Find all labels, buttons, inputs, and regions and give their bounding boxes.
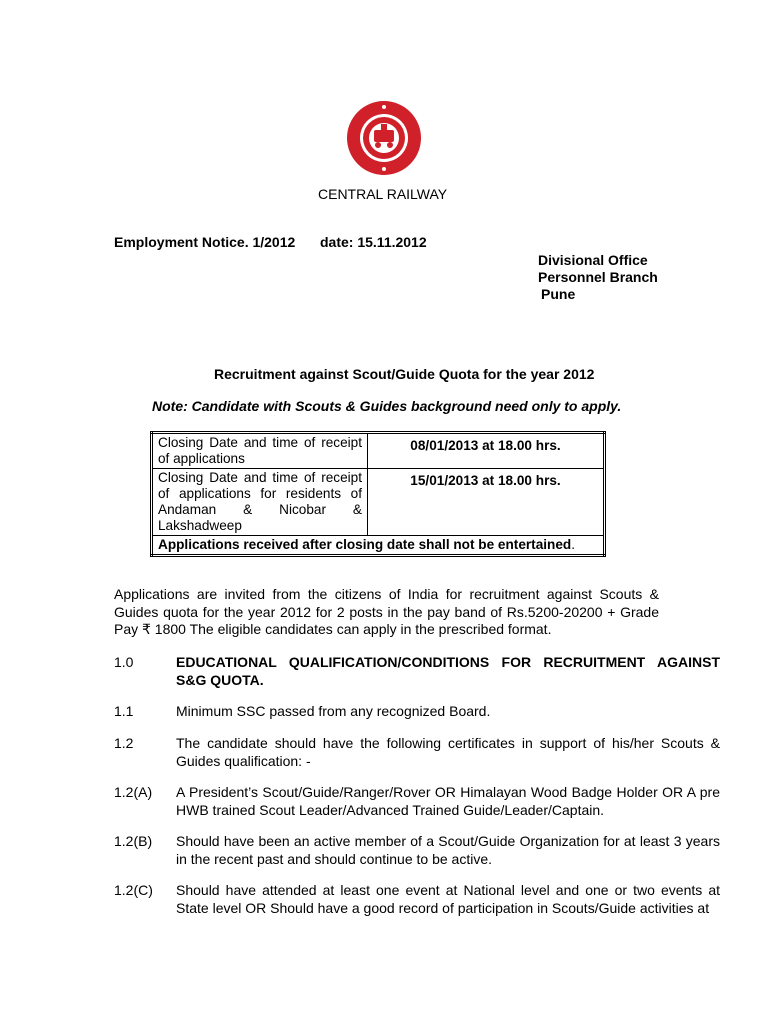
section-heading: EDUCATIONAL QUALIFICATION/CONDITIONS FOR RECRUITMENT AGAINST S&G QUOTA. [176,654,720,688]
section-number: 1.2(B) [114,833,153,849]
table-row [152,536,605,556]
closing-date-table [150,431,606,557]
eligibility-note: Note: Candidate with Scouts & Guides background need only to apply. [152,398,622,414]
intro-paragraph: Applications are invited from the citizens of India for recruitment against Scouts & Guides quota for the year 2012 for 2 posts in the pay band of Rs.5200-20200 + Grade Pay ₹ 1800 The eligible candidates can apply in the prescribed format. [114,586,659,637]
closing-date-value: 15/01/2013 at 18.00 hrs. [368,469,605,536]
section-number: 1.2 [114,735,134,751]
section-text: Should have been an active member of a Scout/Guide Organization for at least 3 years in the recent past and should continue to be active. [176,833,720,867]
section-number: 1.1 [114,703,134,719]
office-line: Pune [541,286,576,302]
section-text: The candidate should have the following certificates in support of his/her Scouts & Guides qualification: - [176,735,720,769]
office-line: Personnel Branch [538,269,658,285]
indian-railways-logo [344,98,424,178]
office-address [538,252,658,303]
section-number: 1.0 [114,654,134,670]
warning-tail: . [571,537,575,552]
organization-name: CENTRAL RAILWAY [318,186,448,202]
closing-date-label: Closing Date and time of receipt of applications for residents of Andaman & Nicobar & Lakshadweep [152,469,368,536]
late-application-warning [152,536,605,556]
closing-date-label: Closing Date and time of receipt of applications [152,433,368,469]
office-line: Divisional Office [538,252,648,268]
closing-date-value: 08/01/2013 at 18.00 hrs. [368,433,605,469]
table-row [152,433,605,469]
recruitment-title: Recruitment against Scout/Guide Quota for the year 2012 [214,366,595,382]
notice-date: date: 15.11.2012 [320,234,427,250]
section-text: Should have attended at least one event at National level and one or two events at State level OR Should have a good record of participation in Scouts/Guide activities at [176,882,720,916]
section-number: 1.2(A) [114,784,153,800]
notice-number: Employment Notice. 1/2012 [114,234,296,250]
table-row [152,469,605,536]
section-number: 1.2(C) [114,882,153,898]
warning-text: Applications received after closing date shall not be entertained [158,537,572,552]
section-text: A President’s Scout/Guide/Ranger/Rover OR Himalayan Wood Badge Holder OR A pre HWB trained Scout Leader/Advanced Trained Guide/Leader/Captain. [176,784,720,818]
section-text: Minimum SSC passed from any recognized Board. [176,703,491,719]
